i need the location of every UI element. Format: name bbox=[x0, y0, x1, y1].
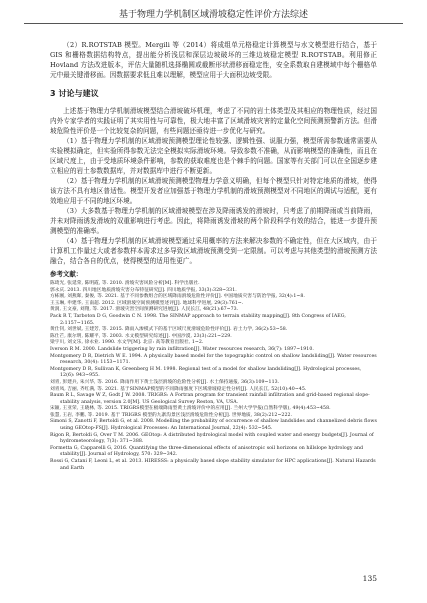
reference-item: Iverson R M. 2000. Landslide triggering by rain infiltration[J]. Water resources research, 36(7): 1897~1910. bbox=[50, 346, 314, 352]
body-paragraph: （2）基于物理力学机制的区域滑坡预测模型物理力学意义明确，但每个模型只针对特定地质的滑坡，使得该方法不具有地区普适性。模型开发者应加强基于物理力学机制的滑坡预测模型对不同地区的调试与适配，更有效地应用于不同的地区环境。 bbox=[50, 177, 377, 205]
reference-item: Montgomery D R, Sullivan K, Greenberg H M. 1998. Regional test of a model for shallow landsliding[J]. Hydrological processes, 12(6): 943~955. bbox=[50, 366, 362, 379]
body-content bbox=[50, 40, 377, 472]
body-paragraph: （1）基于物理力学机制的区域滑坡预测模型理论性较强、逻辑性强、说服力强，模型所需参数通常需要从实验模拟确定，但实验所得参数无法完全模拟实际滑坡环境。导致参数不准确，从而影响模型的准确性，而且在区域尺度上，由于受地质环境条件影响，参数的获取难度也是个棘手的问题。国家等有关部门可以在全国逐步建立相应的岩土参数数据库，并对数据库中进行不断更新。 bbox=[50, 137, 377, 175]
reference-item: 黄润, 王文豪, 刘翔, 等. 2017. 滑坡灾害空间预测研究进展[J]. 人民长江, 48(21):67~73. bbox=[50, 307, 239, 313]
reference-item: Rossi G, Catani F, Leoni L, et al. 2013. HIRESSS: a physically based slope stability simulator for HPC applications[J]. Natural Hazards and Earth bbox=[50, 459, 376, 471]
reference-item: Montgomery D R, Dietrich W E. 1994. A physically based model for the topographic control on shallow landsliding[J]. Water resources research, 30(4): 1153~1171. bbox=[50, 353, 377, 366]
body-paragraph: 上述基于物理力学机制滑坡模型结合滑坡破坏机理，考虑了不同的岩土体类型及其相应的物理性质，经过国内外专家学者的实践证明了其实用性与可靠性，极大地丰富了区域滑坡灾害的定量化空间预测预警新方法。但滑坡危险性评价是一个比较复杂的问题，有些问题还亟待进一步优化与研究。 bbox=[50, 107, 377, 135]
running-header bbox=[24, 4, 403, 38]
running-header-title: 基于物理力学机制区域滑坡稳定性评价方法综述 bbox=[118, 10, 308, 20]
references-heading: 参考文献： bbox=[50, 270, 83, 278]
reference-item: 黄仕钊, 刘世斌, 王建芳, 等. 2015. 降雨入渗模式下的基于区域尺度滑坡危险性评价[J]. 岩土力学, 36(2):53~58. bbox=[50, 327, 288, 333]
reference-item: 陈仕芒, 康尔明, 陈耀平, 等. 2003. 水文模型研究综述[J]. 中国沙漠, 23(3):221~229. bbox=[50, 333, 232, 339]
reference-item: Rigon R, Bertoldi G, Over T M. 2006. GEOtop: A distributed hydrological model with coupled water and energy budgets[J]. Journal of hydrometeorology, 7(3): 371~388. bbox=[50, 432, 374, 445]
references-list bbox=[50, 281, 377, 472]
reference-item: 刘青, 彭建兵, 朱兴华, 等. 2016. 降雨作用下黄土浅层滑坡的危险性分析[J]. 水土保持通报, 36(3):109~113. bbox=[50, 379, 280, 385]
header-rule bbox=[24, 23, 403, 24]
reference-item: Simoni S, Zanotti F, Bertoldi G, et al. 2008. Modelling the probability of occurrence of shallow landslides and channelized debris flows using GEOtop-FS[J]. Hydrological Processes: An International Journal, 22(4): 532~545. bbox=[50, 419, 377, 432]
intro-paragraph: （2）R.ROTSTAB 模型。Mergili 等（2014）将成组单元格稳定计算模型与水文模型进行结合，基于 GIS 和栅格数据结构特点，提出能分析浅层和深层边坡破坏的三维边坡稳定模型 R.ROTSTAB。利用修正 Hovland 方法改进版本，评估大量随机选择椭圆或截断形状滑移面稳定性，安全系数取自建模域中每个栅格单元中最关键滑移面。因数据要求低且难以理解，模型应用于大面积边坡受限。 bbox=[50, 41, 377, 79]
reference-item: 方栋刚, 刘燕晖, 秦俊, 等. 2021. 基于不同参数组合的区域降雨滑坡危险性评价[J]. 中国地质灾害与防治学报, 32(4):1~8. bbox=[50, 294, 305, 300]
body-paragraph: （4）基于物理力学机制的区域滑坡模型通过采用概率的方法来解决参数的不确定性，但在大区域内，由于计算机工作量过大或者参数样本需求过多导致区域滑坡预测受到一定限制。可以考虑与其他类型的滑坡预测方法融合，结合各自的优点，使得模型的适用性更广。 bbox=[50, 237, 377, 265]
reference-item: 郭永庆. 2013. 四川地区地质滑坡灾害分布特征研究[J]. 四川地质学报, 33(3):328~331. bbox=[50, 287, 237, 293]
body-paragraph: （3）大多数基于物理力学机制的区域滑坡模型在涉及降雨诱发的滑坡时，只考虑了前期降雨或当前降雨，并未对降雨诱发滑坡的双重影响进行考虑。因此，将降雨诱发滑坡的两个阶段科学有效的结合，能进一步提升预测模型的准确率。 bbox=[50, 207, 377, 235]
page-number: 135 bbox=[362, 574, 377, 583]
reference-item: Pack R T, Tarboton D G, Goodwin C N. 1998. The SINMAP approach to terrain stability mapping[J]. 8th Congress of IAEG, 2:1157~1165. bbox=[50, 313, 346, 326]
reference-item: 宋颖, 王亚荣, 王晓林, 等. 2015. TRIGRS模型在极端降雨型黄土滑坡评价中的应用[J]. 兰州大学学报(自然科学版), 49(4):453~458. bbox=[50, 406, 331, 412]
reference-item: 梁宇川, 刘文乐, 徐永业. 1990. 水文学[M]. 北京: 高等教育出版社, 1~2. bbox=[50, 340, 204, 346]
reference-item: 张慧, 王岩, 李鹏, 等. 2019. 基于 TRIGRS 模型的九寨沟景区浅层滑坡危险性分析[J]. 世界地质, 38(2):212~222. bbox=[50, 412, 293, 418]
reference-item: Baum R L, Savage W Z, Godt J W. 2008. TRIGRS: A Fortran program for transient rainfall infiltration and grid-based regional slope-stability analysis, version 2.0[M]. US Geological Survey Reston, VA, USA. bbox=[50, 393, 370, 405]
section-heading: 3 讨论与建议 bbox=[50, 89, 99, 98]
reference-item: 王玉琳, 申建华, 王南超. 2012. 区域滑坡空间预测模型述评[J]. 地球科学进展, 29(3):761~. bbox=[50, 300, 244, 306]
reference-item: Formetta G, Capparelli G, 2016. Quantifying the three-dimensional effects of anisotropic soil horizons on hillslope hydrology and stability[J]. Journal of Hydrology, 570: 329~342. bbox=[50, 445, 364, 458]
reference-item: 刘青凤, 吉丽, 齐红满, 等. 2021. 基于SINMAP模型的不同降雨强度下区域滑坡稳定性分析[J]. 人民长江, 52(10):40~45. bbox=[50, 386, 307, 392]
reference-item: 陈琦光, 张延荣, 陈明霞, 等. 2010. 滑坡灾害风险分析[M]. 科学出版社. bbox=[50, 281, 200, 286]
